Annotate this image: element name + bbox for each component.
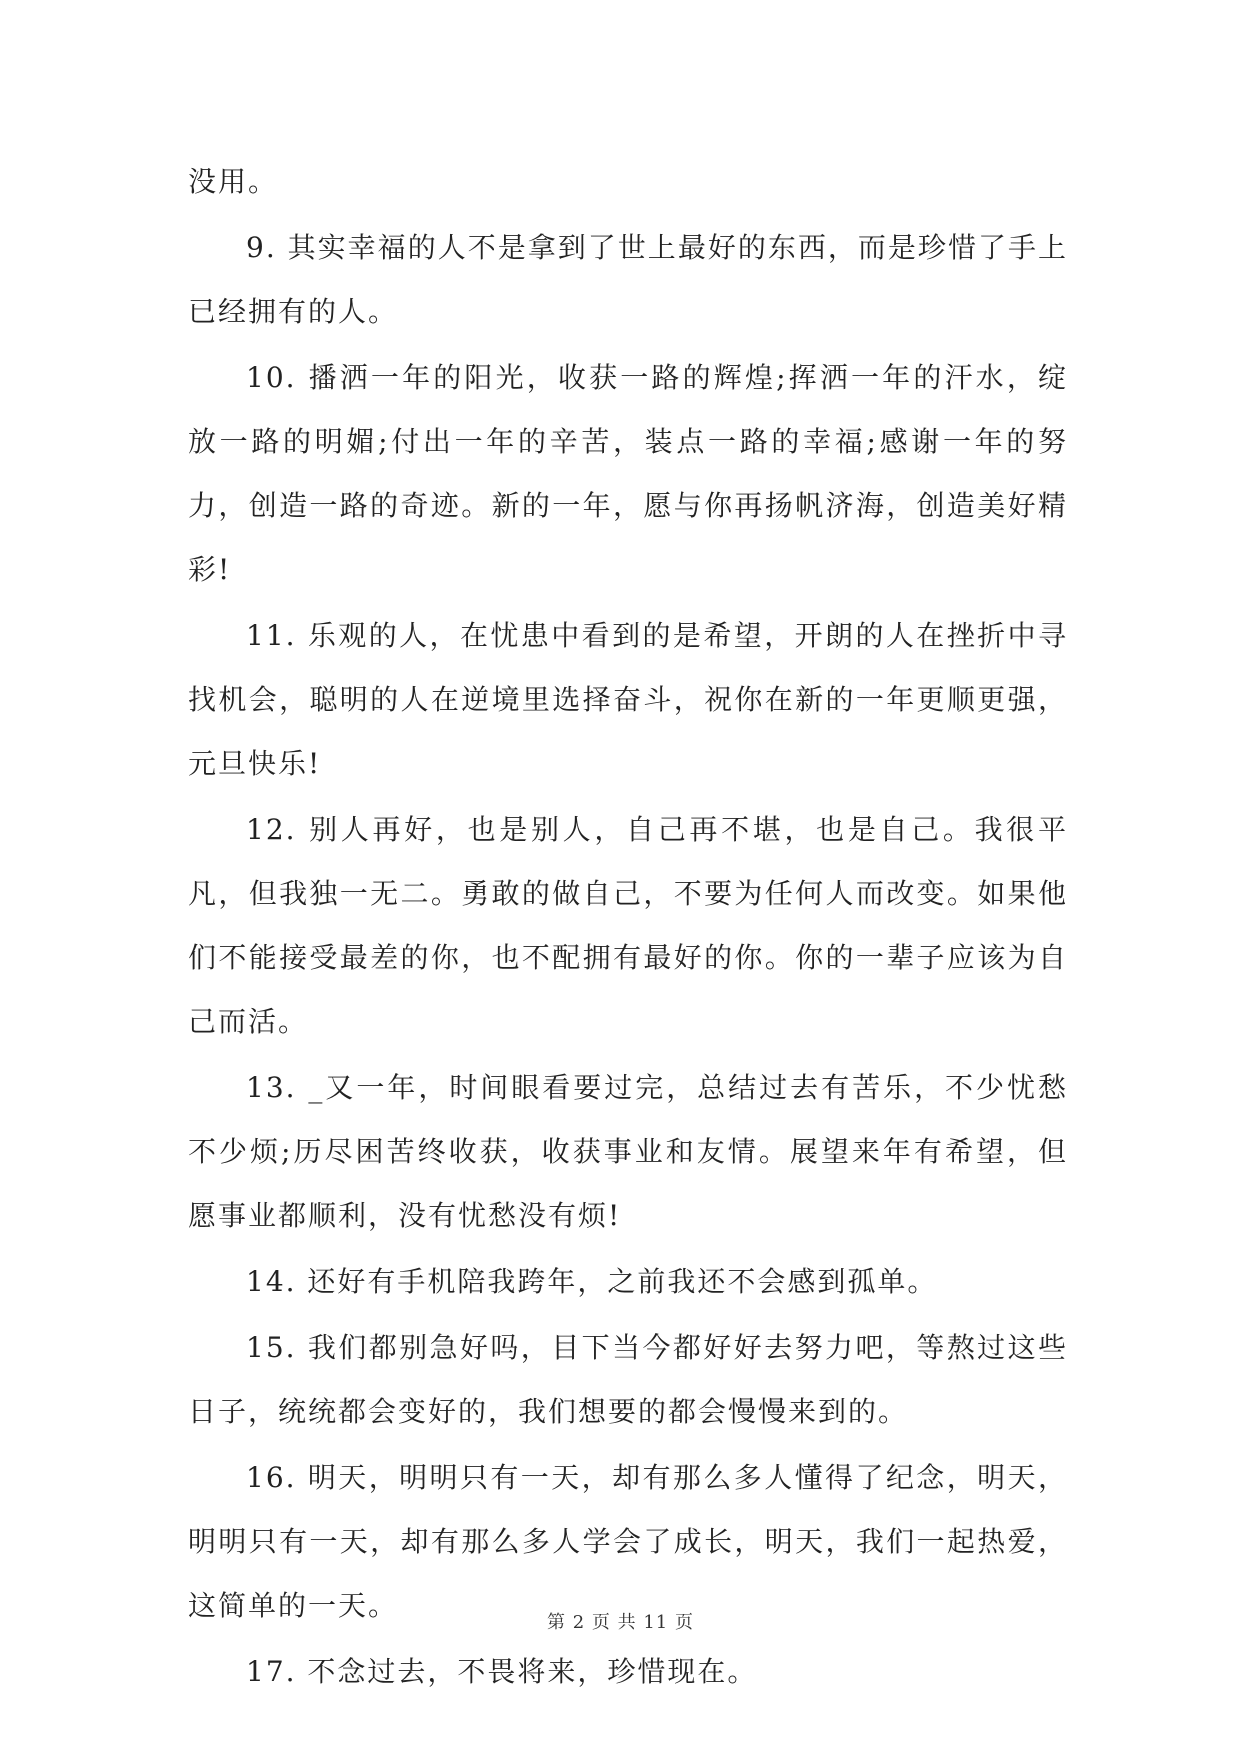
paragraph: 15. 我们都别急好吗，目下当今都好好去努力吧，等熬过这些日子，统统都会变好的，我们想要的都会慢慢来到的。 bbox=[188, 1331, 1068, 1428]
paragraph: 14. 还好有手机陪我跨年，之前我还不会感到孤单。 bbox=[246, 1265, 938, 1298]
paragraph: 10. 播洒一年的阳光，收获一路的辉煌;挥洒一年的汗水，绽放一路的明媚;付出一年的辛苦，装点一路的幸福;感谢一年的努力，创造一路的奇迹。新的一年，愿与你再扬帆济海，创造美好精彩! bbox=[188, 361, 1068, 586]
page-number-footer: 第 2 页 共 11 页 bbox=[547, 1612, 694, 1633]
paragraph: 16. 明天，明明只有一天，却有那么多人懂得了纪念，明天，明明只有一天，却有那么多人学会了成长，明天，我们一起热爱，这简单的一天。 bbox=[188, 1461, 1068, 1622]
paragraph: 没用。 bbox=[188, 165, 279, 198]
paragraph: 11. 乐观的人，在忧患中看到的是希望，开朗的人在挫折中寻找机会，聪明的人在逆境里选择奋斗，祝你在新的一年更顺更强，元旦快乐! bbox=[188, 619, 1068, 780]
paragraph: 12. 别人再好，也是别人，自己再不堪，也是自己。我很平凡，但我独一无二。勇敢的做自己，不要为任何人而改变。如果他们不能接受最差的你，也不配拥有最好的你。你的一辈子应该为自己而活。 bbox=[188, 813, 1068, 1038]
document-body bbox=[188, 150, 1068, 1706]
paragraph: 9. 其实幸福的人不是拿到了世上最好的东西，而是珍惜了手上已经拥有的人。 bbox=[188, 231, 1068, 328]
paragraph: 17. 不念过去，不畏将来，珍惜现在。 bbox=[246, 1655, 758, 1688]
paragraph: 13. _又一年，时间眼看要过完，总结过去有苦乐，不少忧愁不少烦;历尽困苦终收获，收获事业和友情。展望来年有希望，但愿事业都顺利，没有忧愁没有烦! bbox=[188, 1071, 1068, 1232]
